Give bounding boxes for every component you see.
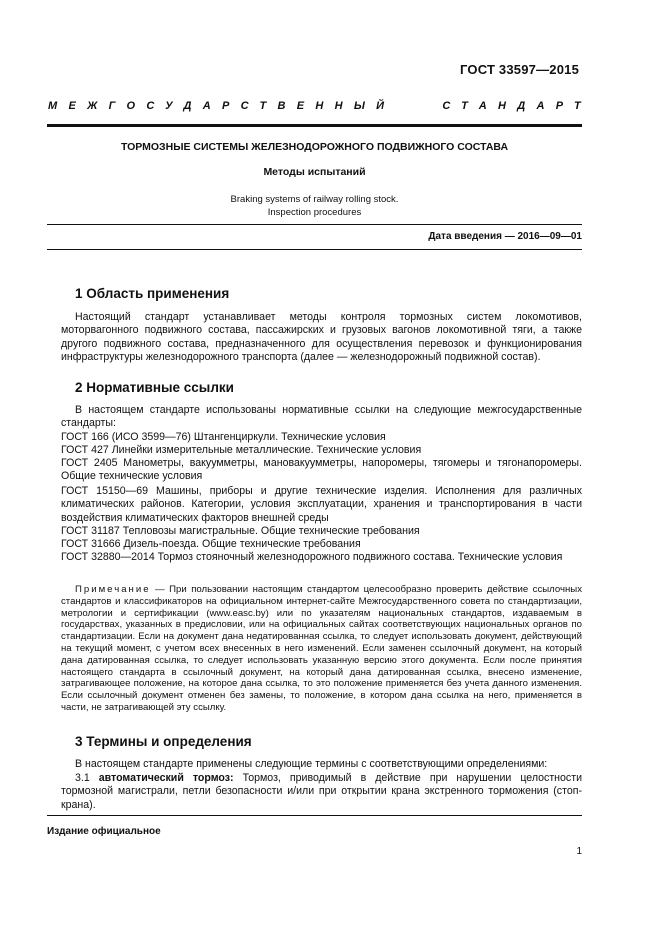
reference-text: ГОСТ 427 Линейки измерительные металлические. Технические условия bbox=[61, 444, 422, 456]
introduction-date: Дата введения — 2016—09—01 bbox=[428, 231, 582, 242]
section-2-heading: 2 Нормативные ссылки bbox=[75, 380, 234, 395]
divider-bottom bbox=[47, 249, 582, 250]
reference-item bbox=[61, 457, 582, 484]
term-name: автоматический тормоз: bbox=[98, 772, 234, 784]
reference-text: ГОСТ 31666 Дизель-поезда. Общие технические требования bbox=[61, 538, 361, 550]
section-2-intro-text: В настоящем стандарте использованы нормативные ссылки на следующие межгосударственные стандарты: bbox=[61, 404, 582, 430]
reference-text: ГОСТ 31187 Тепловозы магистральные. Общие технические требования bbox=[61, 525, 420, 537]
divider-top bbox=[47, 224, 582, 225]
section-1-text bbox=[61, 311, 582, 365]
note-label: Примечание bbox=[75, 584, 151, 595]
section-2-note bbox=[61, 584, 582, 714]
section-1-body: Настоящий стандарт устанавливает методы контроля тормозных систем локомотивов, моторвагонного подвижного состава, пассажирских и грузовых вагонов локомотивной тяги, а также другого подвижного состава, предназначенного для осуществления перевозок и функционирования инфраструктуры железнодорожного транспорта (далее — железнодорожный подвижной состав). bbox=[61, 311, 582, 364]
section-2-intro bbox=[61, 404, 582, 431]
standard-title: ТОРМОЗНЫЕ СИСТЕМЫ ЖЕЛЕЗНОДОРОЖНОГО ПОДВИЖНОГО СОСТАВА bbox=[120, 141, 509, 153]
interstate-left: МЕЖГОСУДАРСТВЕННЫЙ bbox=[48, 100, 396, 112]
reference-text: ГОСТ 166 (ИСО 3599—76) Штангенциркули. Технические условия bbox=[61, 431, 386, 443]
reference-item bbox=[61, 525, 582, 538]
term-definition bbox=[61, 772, 582, 812]
english-title bbox=[47, 193, 582, 219]
note-text: — При пользовании настоящим стандартом целесообразно проверить действие ссылочных стандартов и классификаторов на официальном интернет-сайте Межгосударственного совета по стандартизации, метрологии и сертификации (www.easc.by) или по указателям национальных стандартов, издаваемым в государствах, указанных в предисловии, или на официальных сайтах соответствующих национальных органов по стандартизации. Если на документ дана недатированная ссылка, то следует использовать документ, действующий на текущий момент, с учетом всех внесенных в него изменений. Если заменен ссылочный документ, на который дана датированная ссылка, то следует использовать указанную версию этого документа. Если после принятия настоящего стандарта в ссылочный документ, на который дана датированная ссылка, внесено изменение, затрагивающее положение, на которое дана ссылка, то это положение применяется без учета данного изменения. Если ссылочный документ отменен без замены, то положение, в котором дана ссылка на него, применяется в части, не затрагивающей эту ссылку. bbox=[61, 584, 582, 713]
reference-text: ГОСТ 2405 Манометры, вакуумметры, мановакуумметры, напоромеры, тягомеры и тягонапоромеры. Общие технические условия bbox=[61, 457, 582, 483]
reference-item bbox=[61, 431, 582, 444]
section-3-intro-text: В настоящем стандарте применены следующие термины с соответствующими определениями: bbox=[75, 758, 548, 770]
section-3-intro bbox=[61, 758, 582, 771]
interstate-right: СТАНДАРТ bbox=[442, 100, 592, 112]
header-divider bbox=[47, 124, 582, 127]
reference-item bbox=[61, 538, 582, 551]
interstate-banner bbox=[48, 100, 592, 114]
page-number: 1 bbox=[576, 846, 582, 857]
reference-item bbox=[61, 485, 582, 525]
term-number: 3.1 bbox=[75, 772, 90, 784]
reference-item bbox=[61, 444, 582, 457]
reference-text: ГОСТ 15150—69 Машины, приборы и другие технические изделия. Исполнения для различных климатических районов. Категории, условия эксплуатации, хранения и транспортирования в части воздействия климатических факторов внешней среды bbox=[61, 485, 582, 524]
section-1-heading: 1 Область применения bbox=[75, 286, 230, 301]
english-title-line2: Inspection procedures bbox=[267, 207, 362, 218]
standard-subtitle: Методы испытаний bbox=[263, 166, 366, 178]
doc-number: ГОСТ 33597—2015 bbox=[460, 62, 579, 77]
reference-item bbox=[61, 551, 582, 564]
term-definition-text: Тормоз, приводимый в действие при нарушении целостности тормозной магистрали, петли безопасности и/или при открытии крана экстренного торможения (стоп-крана). bbox=[61, 772, 582, 811]
footer-divider bbox=[47, 815, 582, 816]
edition-label: Издание официальное bbox=[47, 826, 161, 837]
reference-text: ГОСТ 32880—2014 Тормоз стояночный железнодорожного подвижного состава. Технические условия bbox=[61, 551, 563, 563]
english-title-line1: Braking systems of railway rolling stock. bbox=[230, 194, 399, 205]
section-3-heading: 3 Термины и определения bbox=[75, 734, 252, 749]
